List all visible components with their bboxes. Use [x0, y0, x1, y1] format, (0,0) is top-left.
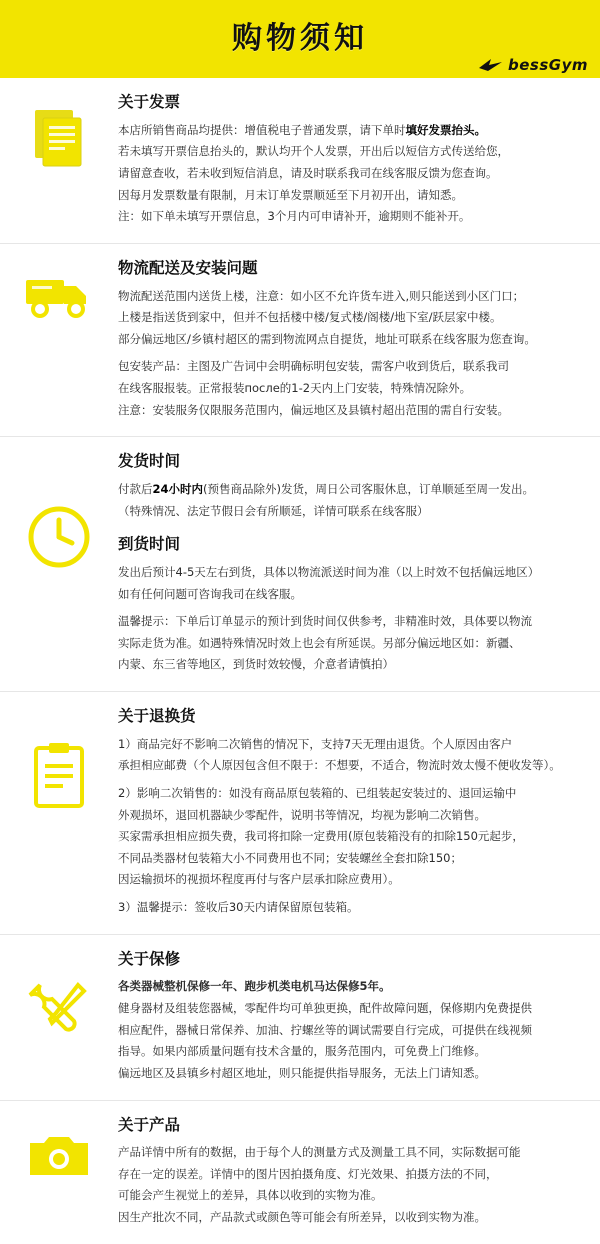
- body-line: 如有任何问题可咨询我司在线客服。: [118, 586, 302, 601]
- bessgym-logo-icon: [478, 57, 504, 73]
- section-shipping-time: [0, 437, 600, 692]
- section-product: [0, 1101, 600, 1244]
- page-header: [0, 0, 600, 78]
- section-title: 物流配送及安装问题: [118, 258, 258, 277]
- section-title: 关于保修: [118, 949, 181, 968]
- section-title: 关于产品: [118, 1115, 181, 1134]
- body-line: 物流配送范围内送货上楼，注意：如小区不允许货车进入,则只能送到小区门口；: [118, 288, 525, 303]
- body-line: 注意：安装服务仅限服务范围内，偏远地区及县镇村超出范围的需自行安装。: [118, 402, 509, 417]
- body-line: 在线客服报装。正常报装после的1-2天内上门安装，特殊情况除外。: [118, 381, 472, 395]
- body-line: 本店所销售商品均提供：增值税电子普通发票，请下单时填好发票抬头。: [118, 122, 486, 137]
- body-line: 注：如下单未填写开票信息，3个月内可申请补开，逾期则不能补开。: [118, 209, 471, 224]
- return-clipboard-icon: [0, 706, 118, 920]
- section-title: 发货时间: [118, 452, 181, 471]
- body-line: 因运输损坏的视损坏程度再付与客户层承扣除应费用）。: [118, 872, 400, 887]
- body-line: 因每月发票数量有限制，月末订单发票顺延至下月初开出，请知悉。: [118, 187, 463, 202]
- body-line: 部分偏远地区/乡镇村超区的需到物流网点自提货，地址可联系在线客服为您查询。: [118, 331, 536, 346]
- body-line: 发出后预计4-5天左右到货，具体以物流派送时间为准（以上时效不包括偏远地区）: [118, 564, 540, 579]
- delivery-truck-icon: [0, 258, 118, 422]
- body-line: 可能会产生视觉上的差异，具体以收到的实物为准。: [118, 1188, 383, 1203]
- body-line: 偏远地区及县镇乡村超区地址，则只能提供指导服务，无法上门请知悉。: [118, 1065, 486, 1080]
- body-line: 买家需承担相应损失费，我司将扣除一定费用(原包装箱没有的扣除150元起步，: [118, 829, 524, 844]
- body-line: 包安装产品：主图及广告词中会明确标明包安装，需客户收到货后，联系我司: [118, 359, 509, 374]
- body-line: 内蒙、东三省等地区，到货时效较慢，介意者请慎拍）: [118, 657, 394, 672]
- body-line: 实际走货为准。如遇特殊情况时效上也会有所延误。另部分偏远地区如：新疆、: [118, 635, 521, 650]
- body-line: 存在一定的误差。详情中的图片因拍摄角度、灯光效果、拍摄方法的不同，: [118, 1166, 498, 1181]
- body-line: 相应配件，器械日常保养、加油、拧螺丝等的调试需要自行完成，可提供在线视频: [118, 1022, 532, 1037]
- body-line: 2）影响二次销售的：如没有商品原包装箱的、已组装起安装过的、退回运输中: [118, 785, 517, 800]
- body-line: 3）温馨提示：签收后30天内请保留原包装箱。: [118, 900, 359, 915]
- invoice-document-icon: [0, 92, 118, 229]
- body-line: 上楼是指送货到家中，但并不包括楼中楼/复式楼/阁楼/地下室/跃层家中楼。: [118, 310, 502, 325]
- body-line: 温馨提示：下单后订单显示的预计到货时间仅供参考，非精准时效，具体要以物流: [118, 614, 532, 629]
- body-line: 付款后24小时内(预售商品除外)发货，周日公司客服休息，订单顺延至周一发出。: [118, 481, 534, 496]
- body-line: （特殊情况、法定节假日会有所顺延，详情可联系在线客服）: [118, 503, 429, 518]
- section-invoice: [0, 78, 600, 244]
- body-line: 产品详情中所有的数据，由于每个人的测量方式及测量工具不同，实际数据可能: [118, 1145, 521, 1160]
- camera-icon: [0, 1115, 118, 1230]
- section-title-arrival: 到货时间: [118, 535, 181, 554]
- section-title: 关于发票: [118, 93, 181, 111]
- body-line: 1）商品完好不影响二次销售的情况下，支持7天无理由退货。个人原因由客户: [118, 736, 513, 751]
- body-line: 健身器材及组装您器械，零配件均可单独更换，配件故障问题，保修期内免费提供: [118, 1001, 532, 1015]
- wrench-screwdriver-icon: [0, 949, 118, 1086]
- page-title: 购物须知: [232, 21, 368, 56]
- section-logistics: [0, 244, 600, 437]
- brand-name: bessGym: [508, 56, 588, 74]
- body-line: 外观损坏，退回机器缺少零配件，说明书等情况，均视为影响二次销售。: [118, 807, 486, 822]
- body-line: 不同品类器材包装箱大小不同费用也不同；安装螺丝全套扣除150；: [118, 850, 462, 865]
- body-line: 承担相应邮费（个人原因包含但不限于：不想要，不适合，物流时效太慢不便收发等）。: [118, 758, 561, 773]
- body-line: 若未填写开票信息抬头的，默认均开个人发票，开出后以短信方式传送给您，: [118, 144, 509, 159]
- body-line: 因生产批次不同，产品款式或颜色等可能会有所差异，以收到实物为准。: [118, 1210, 486, 1225]
- body-line: 指导。如果内部质量问题有技术含量的，服务范围内，可免费上门维修。: [118, 1044, 486, 1059]
- clock-icon: [0, 451, 118, 677]
- section-warranty: [0, 935, 600, 1101]
- section-returns: [0, 692, 600, 935]
- body-line: 请留意查收，若未收到短信消息，请及时联系我司在线客服反馈为您查询。: [118, 165, 498, 180]
- section-title: 关于退换货: [118, 707, 196, 725]
- brand-logo: [478, 56, 588, 74]
- body-line: 各类器械整机保修一年、跑步机类电机马达保修5年。: [118, 979, 391, 994]
